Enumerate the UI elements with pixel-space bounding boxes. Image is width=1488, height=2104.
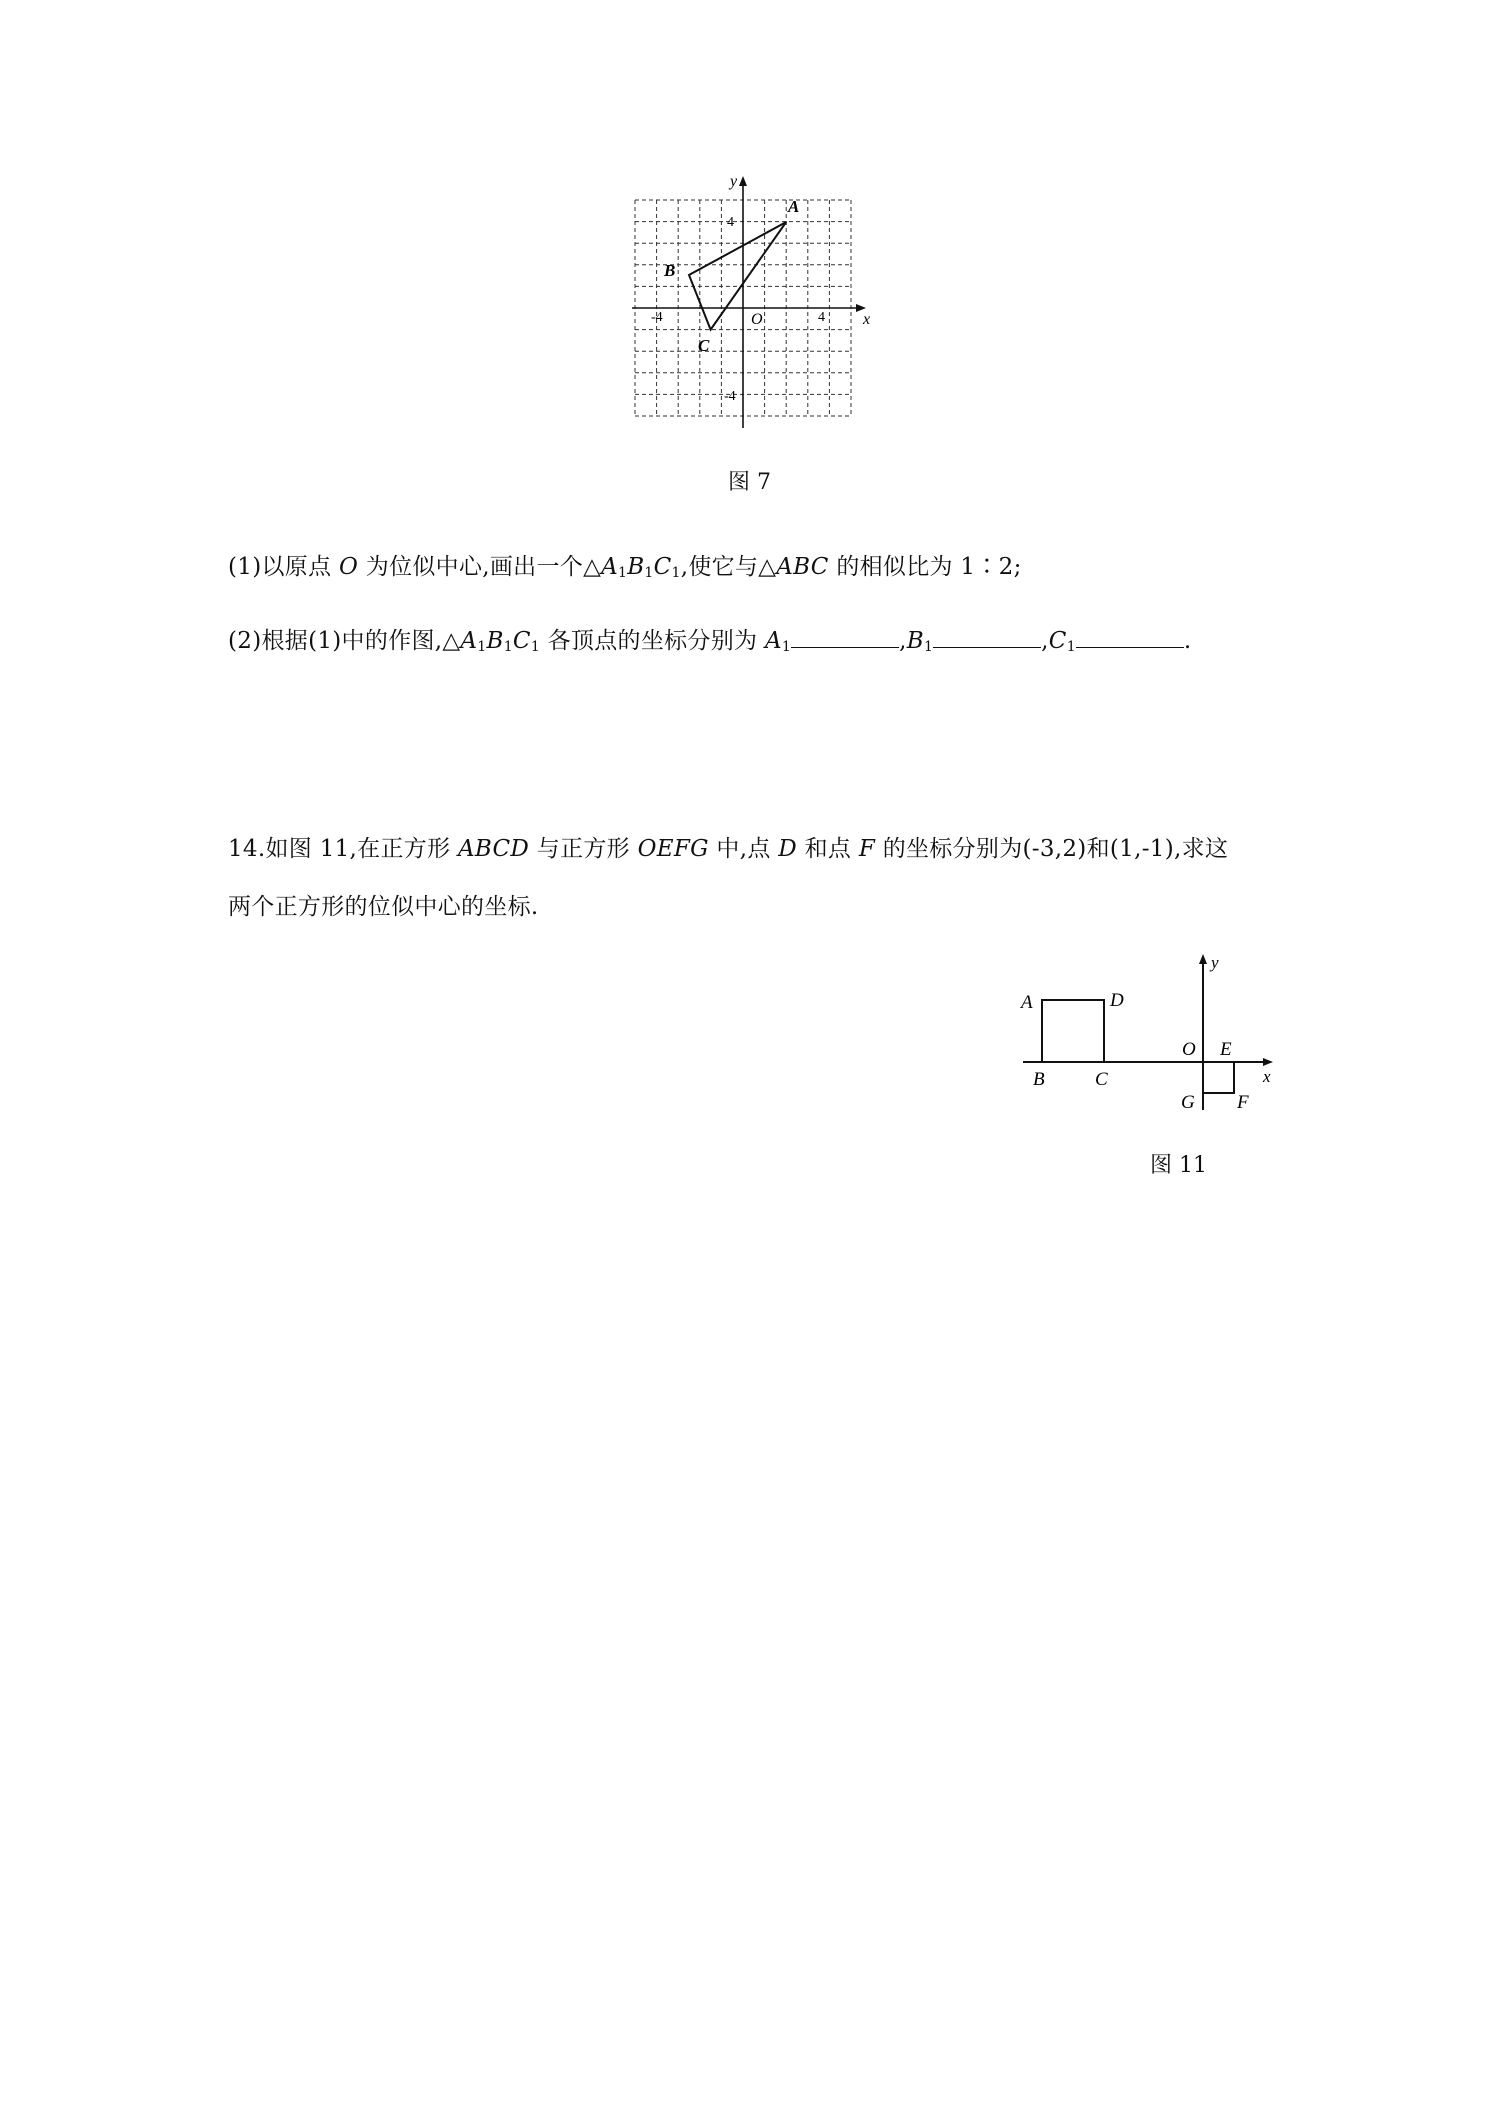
figure-7-grid-diagram [620,172,880,434]
label-c: C [1095,1069,1108,1090]
label-a: A [1021,992,1033,1013]
sub: 1 [671,565,681,581]
tick-y-neg: -4 [724,389,736,404]
q13-part1-suffix: 的相似比为 1∶2; [828,554,1022,580]
a1: A [460,628,478,654]
y-axis-arrow [739,176,747,186]
sub: 1 [923,639,934,655]
vertex-c-label: C [698,336,710,355]
q14-text-d: 和点 [796,836,859,862]
axis-x-label: x [863,311,871,328]
point-o: O [339,554,359,580]
sub: 1 [618,565,628,581]
sub: 1 [644,565,654,581]
q14-text-b: 与正方形 [529,836,638,862]
axis-y-label: y [730,173,738,190]
figure-11-caption: 图 11 [1150,1153,1207,1178]
q13-part1 [228,548,1022,581]
x-axis-arrow [1263,1058,1273,1066]
q13-part2-prefix: (2)根据(1)中的作图,△ [228,628,461,654]
a1-answer-label: A [764,628,782,654]
tick-x-neg: -4 [651,310,663,325]
q14-text-c: 中,点 [708,836,779,862]
label-o: O [1182,1039,1196,1060]
q14-text-e: 的坐标分别为(-3,2)和(1,-1),求这 [875,836,1229,862]
sub: 1 [477,639,487,655]
q14-line-1 [228,830,1228,863]
tick-x-pos: 4 [818,310,825,325]
vertex-a-label: A [788,197,800,216]
figure-11-diagram [1015,950,1285,1130]
origin-label: O [751,311,763,328]
c1-answer-blank[interactable] [1076,629,1184,648]
triangle-abc-name: ABC [776,554,829,580]
figure-7-caption: 图 7 [728,470,771,495]
sub: 1 [1066,639,1076,655]
q13-part1-prefix: (1)以原点 [228,554,339,580]
a1-answer-blank[interactable] [791,629,899,648]
label-b: B [1033,1069,1045,1090]
a1: A [601,554,618,580]
tick-y-pos: 4 [727,215,734,230]
sub: 1 [530,639,541,655]
q14-text-a: 14.如图 11,在正方形 [228,836,458,862]
q13-part1-text2: ,使它与△ [680,554,777,580]
q13-part2-mid: 各顶点的坐标分别为 [540,628,765,654]
axis-x-label: x [1263,1067,1271,1086]
b1: B [627,554,645,580]
label-f: F [1237,1092,1249,1113]
square-abcd-shape [1042,1000,1104,1062]
square-oefg: OEFG [637,836,709,862]
c1: C [653,554,672,580]
point-f: F [858,836,876,862]
label-e: E [1220,1039,1232,1060]
q14-line-2: 两个正方形的位似中心的坐标. [228,894,539,920]
label-d: D [1110,990,1124,1011]
b1-answer-blank[interactable] [933,629,1041,648]
vertex-b-label: B [664,261,676,280]
label-g: G [1181,1092,1195,1113]
axis-y-label: y [1211,953,1219,972]
triangle-abc [689,222,786,330]
sub: 1 [503,639,513,655]
point-d: D [778,836,797,862]
sub: 1 [781,639,792,655]
y-axis-arrow [1199,954,1207,964]
comma: , [1041,628,1049,654]
period: . [1183,628,1192,654]
b1-answer-label: B [906,628,924,654]
square-abcd: ABCD [457,836,530,862]
c1-answer-label: C [1048,628,1067,654]
comma: , [899,628,907,654]
square-oefg-shape [1203,1062,1234,1093]
c1: C [512,628,531,654]
q13-part2 [228,622,1192,655]
q13-part1-mid: 为位似中心,画出一个△ [358,554,602,580]
b1: B [486,628,504,654]
